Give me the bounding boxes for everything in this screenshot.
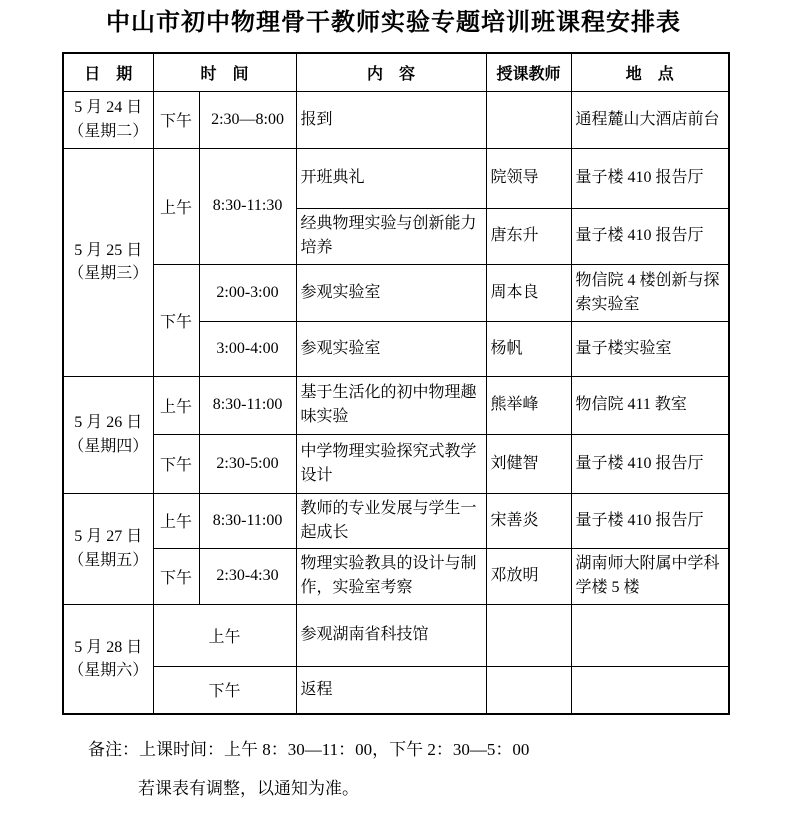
time-cell: 8:30-11:00 (199, 376, 296, 434)
note-adjustment: 若课表有调整，以通知为准。 (138, 779, 359, 798)
date-cell (63, 604, 153, 714)
content-cell: 参观实验室 (296, 321, 486, 376)
date-text: 5 月 25 日 (74, 241, 143, 259)
teacher-cell: 周本良 (486, 264, 571, 321)
content-cell: 参观湖南省科技馆 (296, 604, 486, 666)
header-time: 时 间 (153, 53, 296, 91)
header-date: 日 期 (63, 53, 153, 91)
content-cell: 返程 (296, 666, 486, 714)
time-cell: 8:30-11:00 (199, 493, 296, 548)
ampm-cell: 下午 (153, 264, 199, 376)
table-row (63, 264, 729, 321)
content-cell: 开班典礼 (296, 148, 486, 208)
table-row (63, 604, 729, 666)
location-cell: 量子楼 410 报告厅 (571, 208, 729, 264)
teacher-cell: 杨帆 (486, 321, 571, 376)
location-cell: 湖南师大附属中学科学楼 5 楼 (571, 548, 729, 604)
note-class-time: 备注：上课时间：上午 8：30—11：00，下午 2：30—5：00 (88, 740, 530, 759)
table-row (63, 376, 729, 434)
content-cell: 基于生活化的初中物理趣味实验 (296, 376, 486, 434)
teacher-cell (486, 604, 571, 666)
content-cell: 经典物理实验与创新能力培养 (296, 208, 486, 264)
date-cell (63, 148, 153, 376)
location-cell: 物信院 411 教室 (571, 376, 729, 434)
ampm-cell: 上午 (153, 493, 199, 548)
location-cell: 量子楼实验室 (571, 321, 729, 376)
table-row (63, 666, 729, 714)
weekday-text: （星期二） (68, 122, 149, 140)
teacher-cell: 刘健智 (486, 434, 571, 493)
weekday-text: （星期四） (68, 437, 149, 455)
location-cell: 量子楼 410 报告厅 (571, 148, 729, 208)
ampm-cell: 下午 (153, 434, 199, 493)
ampm-cell: 下午 (153, 91, 199, 148)
weekday-text: （星期三） (68, 265, 149, 282)
table-row (63, 148, 729, 208)
time-cell: 2:00-3:00 (199, 264, 296, 321)
teacher-cell (486, 666, 571, 714)
date-text: 5 月 24 日 (74, 99, 143, 117)
date-text: 5 月 26 日 (74, 414, 143, 432)
ampm-cell: 上午 (153, 604, 296, 666)
content-cell: 参观实验室 (296, 264, 486, 321)
teacher-cell: 宋善炎 (486, 493, 571, 548)
teacher-cell: 邓放明 (486, 548, 571, 604)
teacher-cell: 唐东升 (486, 208, 571, 264)
header-content: 内 容 (296, 53, 486, 91)
header-teacher: 授课教师 (486, 53, 571, 91)
location-cell: 物信院 4 楼创新与探索实验室 (571, 264, 729, 321)
time-cell: 3:00-4:00 (199, 321, 296, 376)
teacher-cell: 院领导 (486, 148, 571, 208)
time-cell: 2:30-4:30 (199, 548, 296, 604)
content-cell: 中学物理实验探究式教学设计 (296, 434, 486, 493)
header-location: 地 点 (571, 53, 729, 91)
header-row (63, 53, 729, 91)
location-cell (571, 604, 729, 666)
ampm-cell: 下午 (153, 548, 199, 604)
table-row (63, 493, 729, 548)
ampm-cell: 上午 (153, 148, 199, 264)
ampm-cell: 上午 (153, 376, 199, 434)
page-title: 中山市初中物理骨干教师实验专题培训班课程安排表 (106, 10, 681, 36)
weekday-text: （星期六） (68, 661, 149, 679)
time-cell: 2:30—8:00 (199, 91, 296, 148)
time-cell: 8:30-11:30 (199, 148, 296, 264)
ampm-cell: 下午 (153, 666, 296, 714)
location-cell (571, 666, 729, 714)
date-cell (63, 493, 153, 604)
content-cell: 教师的专业发展与学生一起成长 (296, 493, 486, 548)
date-text: 5 月 28 日 (74, 638, 143, 656)
time-cell: 2:30-5:00 (199, 434, 296, 493)
teacher-cell: 熊举峰 (486, 376, 571, 434)
location-cell: 量子楼 410 报告厅 (571, 493, 729, 548)
date-cell (63, 376, 153, 493)
date-text: 5 月 27 日 (74, 528, 143, 546)
location-cell: 通程麓山大酒店前台 (571, 91, 729, 148)
content-cell: 物理实验教具的设计与制作，实验室考察 (296, 548, 486, 604)
location-cell: 量子楼 410 报告厅 (571, 434, 729, 493)
table-row (63, 548, 729, 604)
content-cell: 报到 (296, 91, 486, 148)
schedule-table (62, 52, 730, 715)
date-cell (63, 91, 153, 148)
teacher-cell (486, 91, 571, 148)
table-row (63, 434, 729, 493)
weekday-text: （星期五） (68, 551, 149, 569)
table-row (63, 91, 729, 148)
